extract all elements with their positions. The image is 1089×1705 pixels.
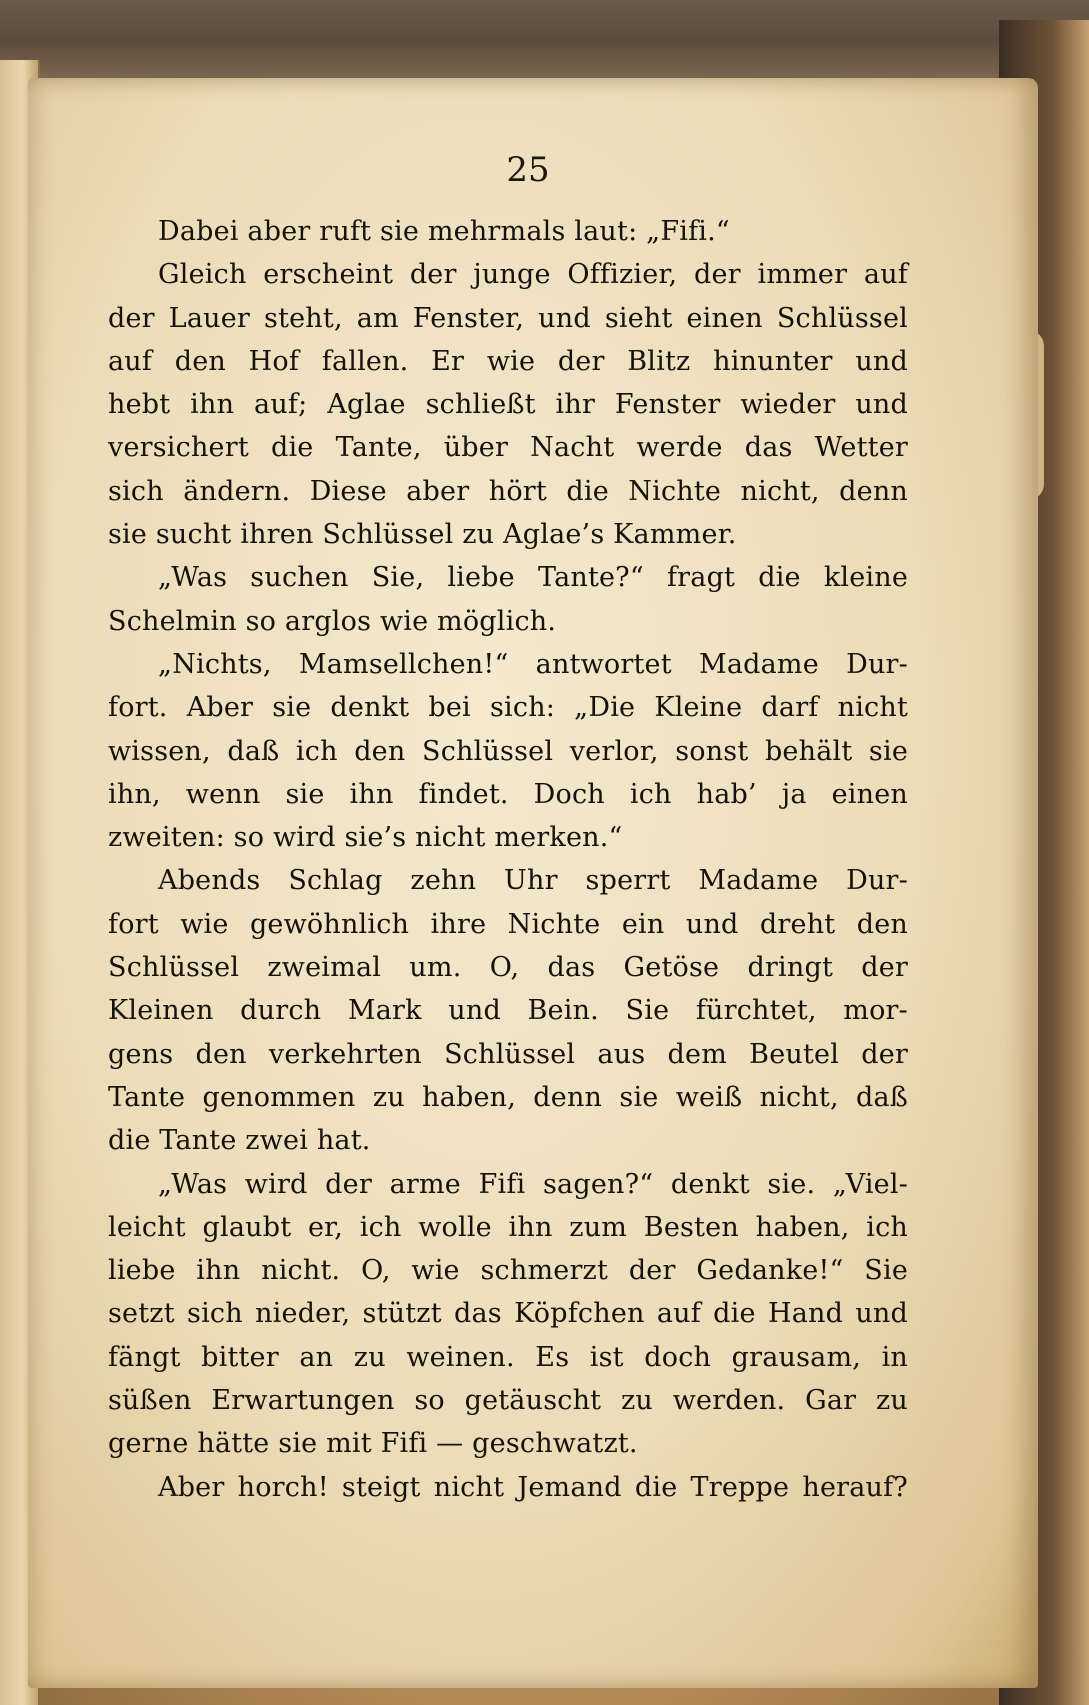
text-line: liebe ihn nicht. O, wie schmerzt der Gedanke!“ Sie <box>108 1255 908 1287</box>
page-text <box>108 210 908 1509</box>
text-line: leicht glaubt er, ich wolle ihn zum Besten haben, ich <box>108 1211 908 1243</box>
text-line: Aber horch! steigt nicht Jemand die Treppe herauf? <box>158 1471 908 1503</box>
text-line: Dabei aber ruft sie mehrmals laut: „Fifi.“ <box>158 216 730 247</box>
text-line: Gleich erscheint der junge Offizier, der immer auf <box>158 259 908 291</box>
text-line: „Was suchen Sie, liebe Tante?“ fragt die kleine <box>158 562 908 594</box>
text-line: süßen Erwartungen so getäuscht zu werden. Gar zu <box>108 1385 908 1417</box>
book-cover-top <box>0 0 1089 82</box>
book-page <box>28 78 1038 1688</box>
text-line: auf den Hof fallen. Er wie der Blitz hinunter und <box>108 345 908 377</box>
text-line: versichert die Tante, über Nacht werde das Wetter <box>108 432 908 464</box>
text-line: gens den verkehrten Schlüssel aus dem Beutel der <box>108 1038 908 1070</box>
text-line: fort wie gewöhnlich ihre Nichte ein und dreht den <box>108 908 908 940</box>
text-line: „Was wird der arme Fifi sagen?“ denkt sie. „Viel- <box>158 1168 908 1200</box>
text-line: die Tante zwei hat. <box>108 1125 371 1157</box>
text-line: sie sucht ihren Schlüssel zu Aglae’s Kammer. <box>108 519 737 551</box>
text-line: sich ändern. Diese aber hört die Nichte nicht, denn <box>108 475 908 507</box>
text-line: wissen, daß ich den Schlüssel verlor, sonst behält sie <box>108 735 908 767</box>
page-number: 25 <box>506 150 550 190</box>
text-line: fängt bitter an zu weinen. Es ist doch grausam, in <box>108 1341 908 1373</box>
text-line: zweiten: so wird sie’s nicht merken.“ <box>108 822 623 854</box>
text-line: „Nichts, Mamsellchen!“ antwortet Madame Dur- <box>158 648 908 680</box>
text-line: Abends Schlag zehn Uhr sperrt Madame Dur- <box>158 865 908 897</box>
text-line: Tante genommen zu haben, denn sie weiß nicht, daß <box>108 1081 908 1113</box>
text-line: Schlüssel zweimal um. O, das Getöse dringt der <box>108 952 908 984</box>
text-line: Kleinen durch Mark und Bein. Sie fürchtet, mor- <box>108 995 908 1027</box>
text-line: fort. Aber sie denkt bei sich: „Die Kleine darf nicht <box>108 692 908 724</box>
text-line: hebt ihn auf; Aglae schließt ihr Fenster wieder und <box>108 389 908 421</box>
text-line: gerne hätte sie mit Fifi — geschwatzt. <box>108 1428 638 1460</box>
text-line: Schelmin so arglos wie möglich. <box>108 605 557 637</box>
text-line: der Lauer steht, am Fenster, und sieht einen Schlüssel <box>108 302 908 334</box>
text-line: ihn, wenn sie ihn findet. Doch ich hab’ ja einen <box>108 778 908 810</box>
text-line: setzt sich nieder, stützt das Köpfchen auf die Hand und <box>108 1298 908 1330</box>
